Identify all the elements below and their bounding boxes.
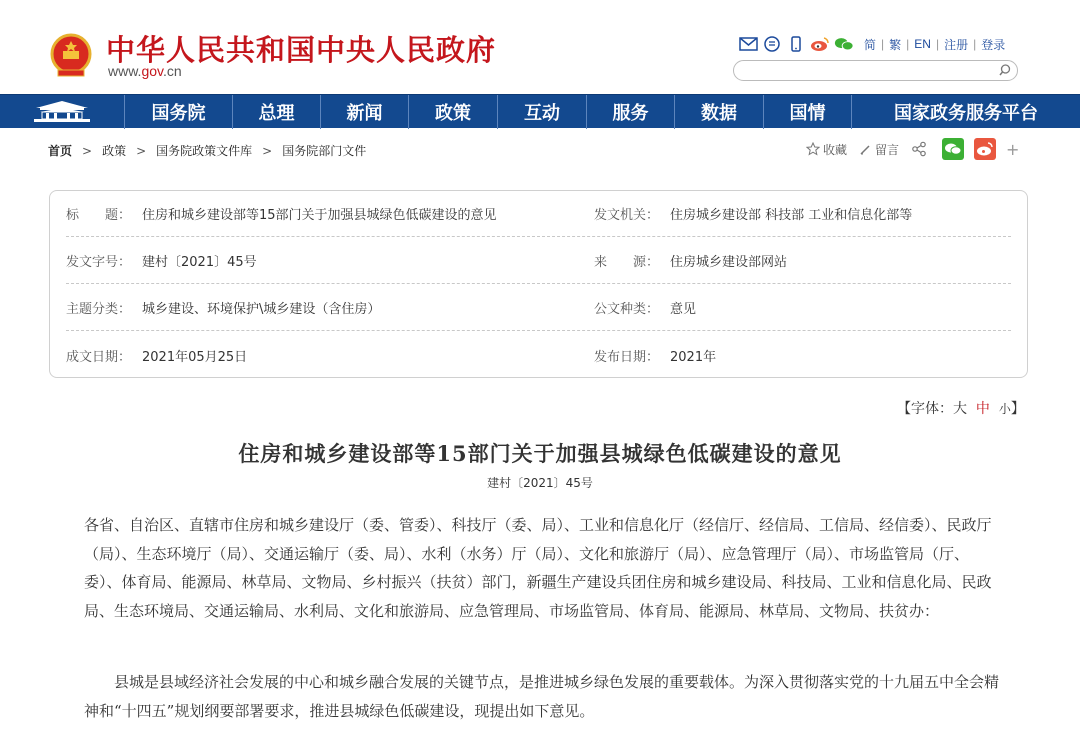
separator: | [906,37,910,51]
main-nav [0,94,1080,128]
nav-fuwu[interactable]: 服务 [587,95,675,129]
emblem-icon[interactable] [50,33,92,79]
title-value: 住房和城乡建设部等15部门关于加强县城绿色低碳建设的意见 [142,208,497,223]
docno-field [66,251,257,270]
info-row [66,191,1011,237]
nav-guowuyuan[interactable]: 国务院 [125,95,233,129]
nav-zhengce[interactable]: 政策 [409,95,498,129]
lang-links [864,36,1005,53]
lang-simplified[interactable]: 简 [864,37,877,52]
weibo-icon [976,142,994,156]
category-field [66,298,380,317]
url-suffix: .cn [163,63,182,79]
breadcrumb-home[interactable]: 首页 [48,144,73,158]
comment-label: 留言 [875,142,900,157]
nav-home[interactable] [0,95,125,129]
pubdate-label: 发布日期： [594,349,660,365]
chevron-right-icon: > [136,143,147,158]
more-share-button[interactable]: + [1006,139,1020,159]
body-paragraph: 各省、自治区、直辖市住房和城乡建设厅（委、管委）、科技厅（委、局）、工业和信息化厅（经信厅、经信局、工信局、经信委）、民政厅（局）、生态环境厅（局）、交通运输厅（委、局）、水利（水务）厅（局）、文化和旅游厅（局）、应急管理厅（局）、市场监管局（厅、委）、体育局、能源局、林草局、文物局、乡村振兴（扶贫）部门，新疆生产建设兵团住房和城乡建设局、科技局、工业和信息化局、民政局、生态环境局、交通运输局、水利局、文化和旅游局、应急管理局、市场监管局、体育局、能源局、林草局、文物局、扶贫办： [84,516,992,620]
favorite-label: 收藏 [823,142,848,157]
url-prefix: www. [108,63,142,79]
source-field [594,251,787,270]
document-number: 建村〔2021〕45号 [487,476,593,490]
type-value: 意见 [670,302,697,317]
nav-hudong[interactable]: 互动 [498,95,587,129]
date-value: 2021年05月25日 [142,349,248,365]
font-ctrl-prefix: 【字体： [897,401,953,417]
wechat-icon[interactable] [834,35,854,53]
login-link[interactable]: 登录 [981,37,1006,52]
chevron-right-icon: > [82,143,93,158]
type-label: 公文种类： [594,302,660,317]
date-field [66,346,247,365]
favorite-button[interactable] [806,141,847,158]
info-row [66,238,1011,284]
star-icon [806,142,820,156]
chevron-right-icon: > [262,143,273,158]
share-button[interactable] [911,141,930,157]
site-title[interactable]: 中华人民共和国中央人民政府 [106,33,497,67]
nav-shuju[interactable]: 数据 [675,95,764,129]
category-label: 主题分类： [66,302,132,317]
font-ctrl-suffix: 】 [1010,401,1025,417]
lang-english[interactable]: EN [914,37,931,51]
body-paragraph: 县城是县域经济社会发展的中心和城乡融合发展的关键节点，是推进城乡绿色发展的重要载体。为深入贯彻落实党的十九届五中全会精神和“十四五”规划纲要部署要求，推进县城绿色低碳建设，现提出如下意见。 [84,673,1000,720]
rss-icon[interactable] [762,35,782,53]
issuer-field [594,204,912,223]
breadcrumb [48,142,366,159]
pencil-icon [859,143,872,156]
wechat-icon [944,142,962,156]
issuer-label: 发文机关： [594,208,660,223]
pubdate-value: 2021年 [670,349,717,365]
home-gate-icon [32,99,92,125]
title-label: 标 题： [66,208,132,223]
site-url[interactable] [108,63,182,79]
date-label: 成文日期： [66,349,132,365]
nav-zhengwu-platform[interactable]: 国家政务服务平台 [894,103,1038,124]
info-row [66,332,1011,378]
pubdate-field [594,346,716,365]
font-size-control [897,398,1025,418]
site-header [0,0,1080,95]
email-icon[interactable] [738,35,758,53]
font-size-small[interactable]: 小 [998,402,1011,416]
separator: | [881,37,885,51]
document-title: 住房和城乡建设部等15部门关于加强县城绿色低碳建设的意见 [238,441,842,466]
docno-value: 建村〔2021〕45号 [142,255,257,270]
weibo-icon[interactable] [810,35,830,53]
issuer-value: 住房城乡建设部 科技部 工业和信息化部等 [670,208,913,223]
info-row [66,285,1011,331]
document-info-box [49,190,1028,378]
search-input[interactable] [733,60,1018,81]
font-size-medium[interactable]: 中 [975,401,990,417]
font-size-large[interactable]: 大 [953,401,967,417]
comment-button[interactable] [859,141,899,158]
separator: | [935,37,940,51]
search-icon[interactable] [998,63,1012,77]
breadcrumb-dept-docs[interactable]: 国务院部门文件 [282,144,367,158]
header-tools [738,34,1005,54]
lang-traditional[interactable]: 繁 [889,37,902,52]
separator: | [973,37,977,51]
nav-xinwen[interactable]: 新闻 [321,95,409,129]
category-value: 城乡建设、环境保护\城乡建设（含住房） [142,302,381,317]
register-link[interactable]: 注册 [944,37,969,52]
share-icon [911,141,927,157]
mobile-icon[interactable] [786,35,806,53]
type-field [594,298,696,317]
docno-label: 发文字号： [66,255,132,270]
source-label: 来 源： [594,255,660,270]
wechat-share-button[interactable] [942,138,964,160]
breadcrumb-policy[interactable]: 政策 [102,144,127,158]
share-toolbar [806,138,1019,160]
title-field [66,204,497,223]
url-gov: gov [141,63,163,79]
breadcrumb-policy-library[interactable]: 国务院政策文件库 [156,144,253,158]
weibo-share-button[interactable] [974,138,996,160]
nav-guoqing[interactable]: 国情 [764,95,852,129]
nav-zongli[interactable]: 总理 [233,95,321,129]
source-value: 住房城乡建设部网站 [670,255,788,270]
